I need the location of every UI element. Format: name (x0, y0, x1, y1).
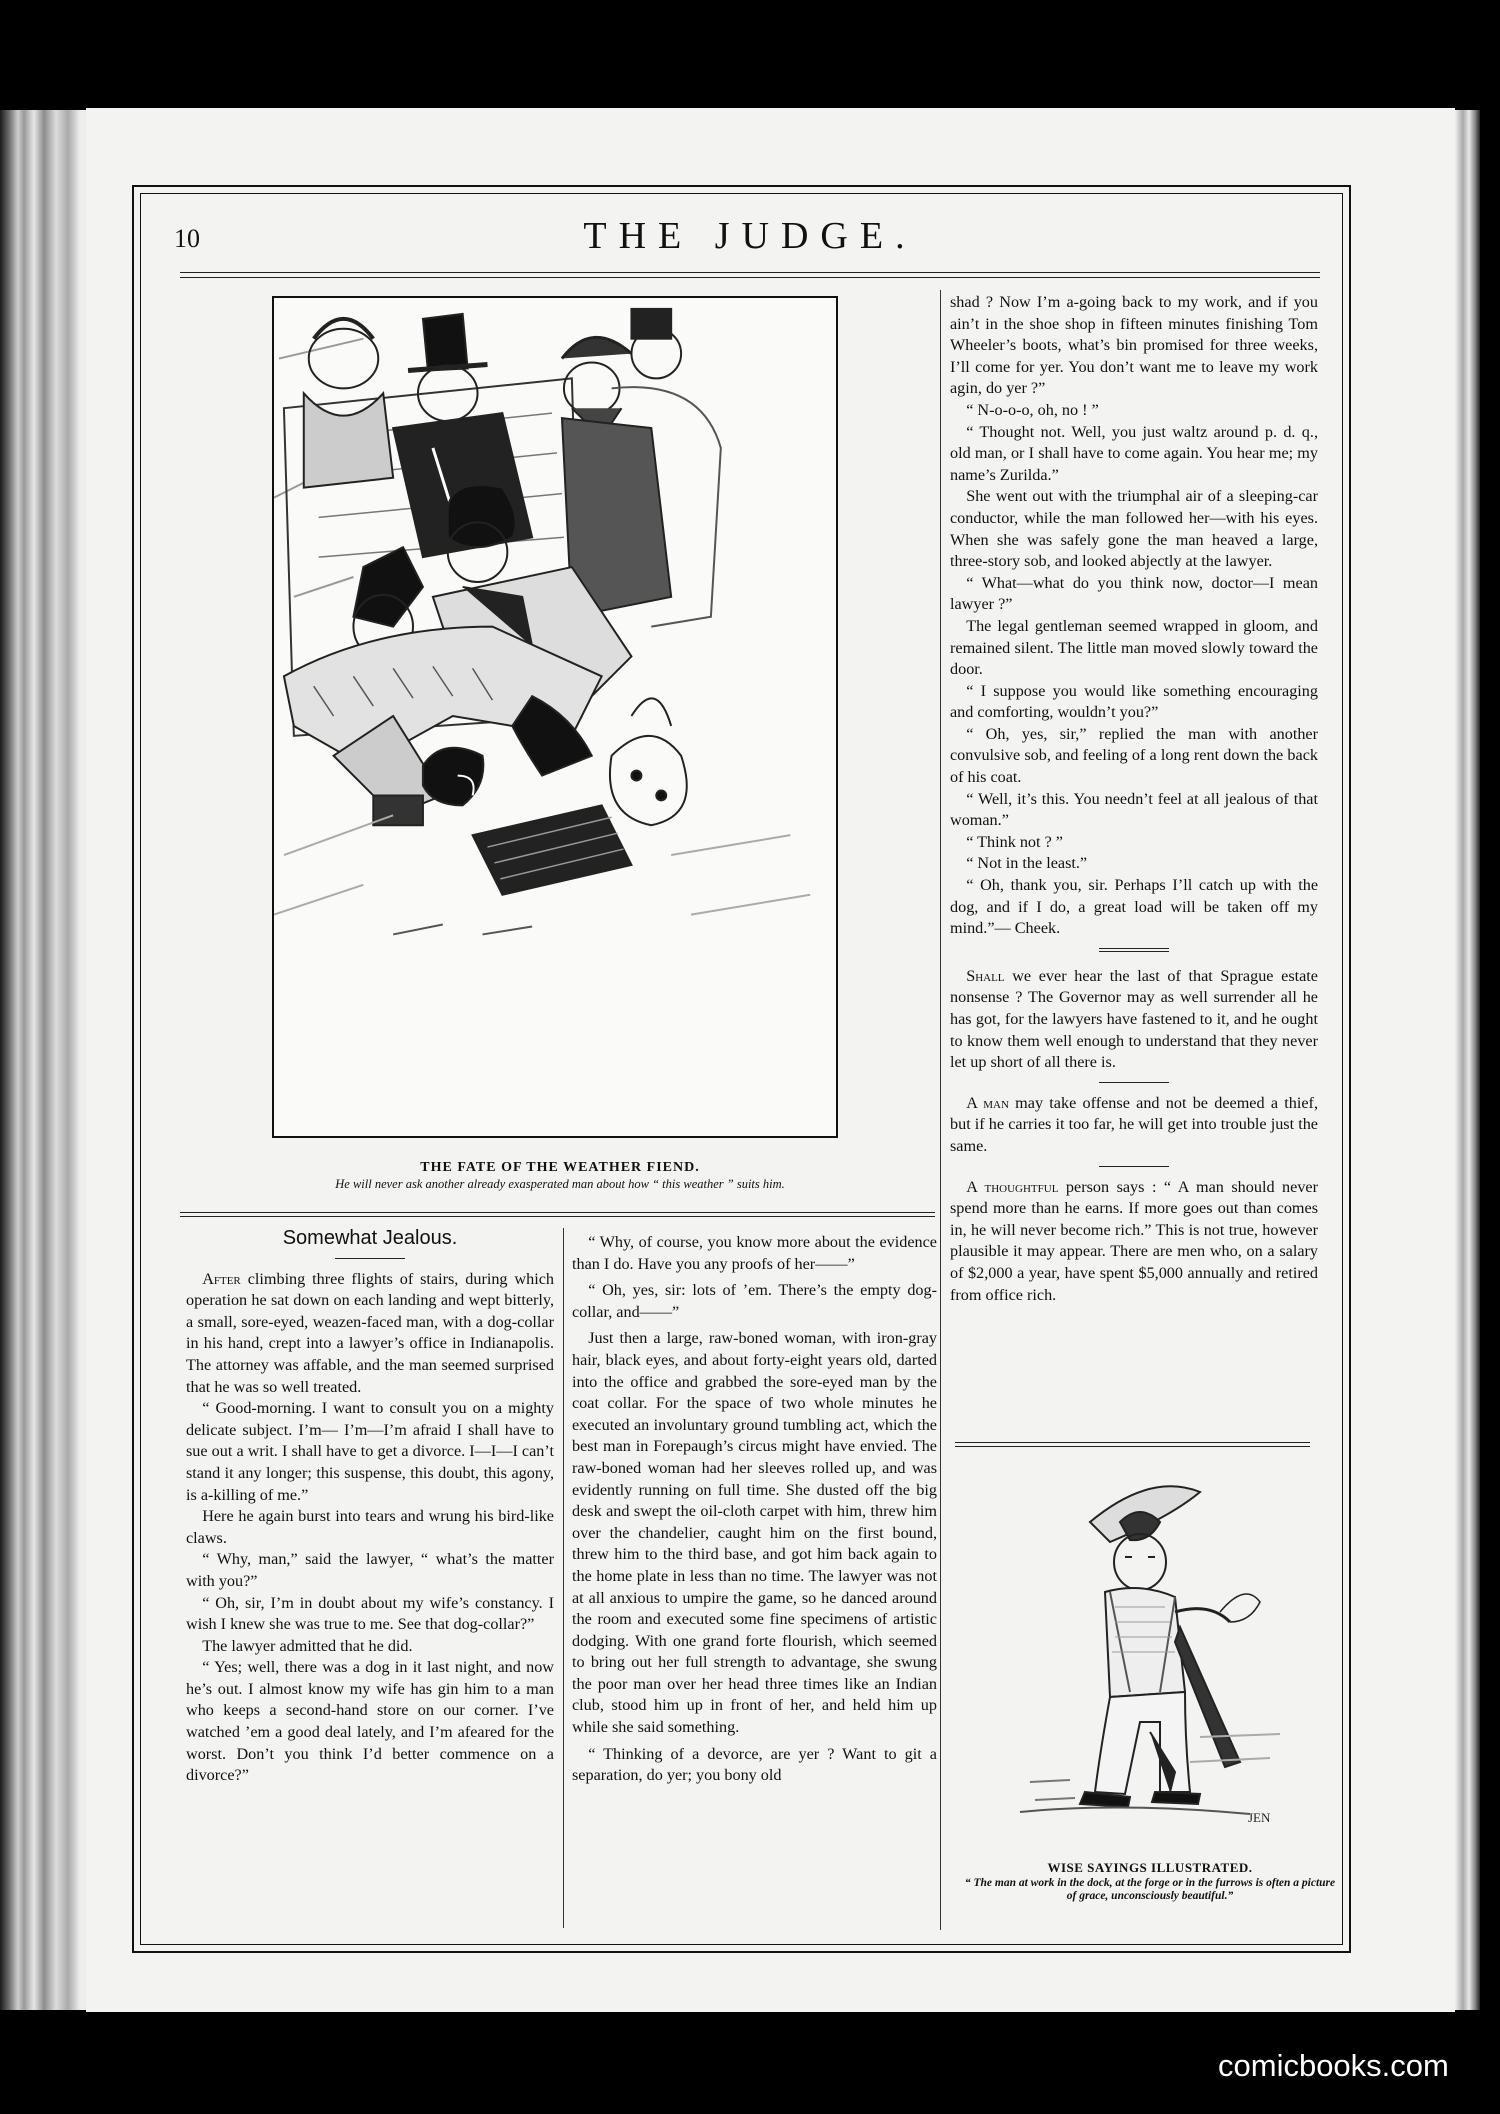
story-paragraph: Just then a large, raw-boned woman, with iron-gray hair, black eyes, and about forty-eight years old, darted into the office and grabbed the sore-eyed man by the coat collar. For the space of two whole minutes he executed an involuntary ground tumbling act, which the best man in Forepaugh’s circus might have envied. The raw-boned woman had her sleeves rolled up, and was evidently running on full time. She dusted off the big desk and swept the oil-cloth carpet with him, threw him over the chandelier, caught him on the first bound, threw him to the third base, and got him back again to the home plate in less than no time. The lawyer was not at all anxious to umpire the game, so he danced around the room and executed some fine specimens of artistic dodging. With one grand forte flourish, which seemed to bring out her full strength to advantage, she swung the poor man over her head three times like an Indian club, stood him up in front of her, and held him up while she said something. (572, 1329, 937, 1737)
story-lead-word: After (202, 1269, 241, 1288)
artist-signature: JEN (1248, 1810, 1271, 1825)
story-paragraph: Here he again burst into tears and wrung his bird-like claws. (186, 1507, 554, 1547)
item-paragraph (950, 1093, 1318, 1158)
wise-sayings-text: “ The man at work in the dock, at the forge or in the furrows is often a picture of grace, unconsciously beautiful.” (964, 1877, 1336, 1902)
story-paragraph: “ Oh, yes, sir: lots of ’em. There’s the empty dog-collar, and——” (572, 1281, 937, 1321)
boy-with-umbrella-drawing (1000, 1462, 1300, 1857)
story-paragraph: “ Yes; well, there was a dog in it last night, and now he’s out. I almost know my wife has gin him to a man who keeps a second-hand store on our corner. I’ve watched ’em a good deal lately, and I’m afeared for the worst. Don’t you think I’d better commence on a divorce?” (186, 1658, 554, 1785)
header-rule-lower (180, 277, 1320, 278)
story-end-rule (1099, 948, 1169, 952)
weather-fiend-illustration (272, 296, 838, 1138)
item-text: we ever hear the last of that Sprague estate nonsense ? The Governor may as well surrender all he has got, for the lawyers have fastened to it, and he ought to know them well enough to understand that they never let up short of all there is. (950, 966, 1318, 1072)
story-title: Somewhat Jealous. (282, 1227, 458, 1249)
title-rule (335, 1258, 405, 1259)
story-paragraph: “ Thinking of a devorce, are yer ? Want to git a separation, do yer; you bony old (572, 1744, 937, 1785)
page-number: 10 (174, 224, 200, 253)
item-rule (1099, 1082, 1169, 1083)
illustration-caption-text: He will never ask another already exasperated man about how “ this weather ” suits him. (335, 1177, 785, 1191)
story-paragraph: “ Why, of course, you know more about the evidence than I do. Have you any proofs of her——” (572, 1233, 937, 1273)
wise-sayings-rule-lower (955, 1446, 1310, 1447)
story-paragraph: The legal gentleman seemed wrapped in gloom, and remained silent. The little man moved slowly toward the door. (950, 616, 1318, 679)
story-paragraph: “ What—what do you think now, doctor—I mean lawyer ?” (950, 573, 1318, 614)
story-paragraph: “ Oh, yes, sir,” replied the man with another convulsive sob, and feeling of a long rent down the back of his coat. (950, 724, 1318, 787)
item-lead-word: Shall (966, 966, 1005, 985)
story-paragraph: “ Why, man,” said the lawyer, “ what’s the matter with you?” (186, 1550, 554, 1590)
story-paragraph: “ Oh, thank you, sir. Perhaps I’ll catch up with the dog, and if I do, a great load will be taken off my mind.”— Cheek. (950, 876, 1318, 938)
story-paragraph: “ Oh, sir, I’m in doubt about my wife’s constancy. I wish I knew she was true to me. See that dog-collar?” (186, 1593, 554, 1634)
item-paragraph (950, 1177, 1318, 1307)
story-paragraph: “ Good-morning. I want to consult you on a mighty delicate subject. I’m— I’m—I’m afraid I shall have to sue out a writ. I shall have to get a divorce. I—I—I can’t stand it any longer; this suspense, this doubt, this agony, is a-killing of me.” (186, 1399, 554, 1504)
story-paragraph: “ Thought not. Well, you just waltz around p. d. q., old man, or I shall have to come again. You hear me; my name’s Zurilda.” (950, 422, 1318, 484)
column-divider (563, 1228, 564, 1928)
section-rule-lower (180, 1216, 935, 1217)
item-lead-word: A thoughtful (966, 1177, 1059, 1196)
story-paragraph: The lawyer admitted that he did. (202, 1636, 413, 1655)
item-text: person says : “ A man should never spend more than he earns. If more goes out than comes in, he will never become rich.” This is not true, however plausible it may appear. There are men who, on a salary of $2,000 a year, have spent $5,000 annually and retired from office rich. (950, 1177, 1318, 1304)
wise-sayings-rule (955, 1442, 1310, 1443)
story-paragraph: “ N-o-o-o, oh, no ! ” (966, 400, 1099, 419)
section-rule (180, 1212, 935, 1213)
page-right-edge (1455, 110, 1480, 2010)
watermark-text: comicbooks.com (1218, 2048, 1449, 2083)
wise-sayings-title: WISE SAYINGS ILLUSTRATED. (1047, 1860, 1253, 1875)
story-paragraph: “ I suppose you would like something encouraging and comforting, wouldn’t you?” (950, 681, 1318, 722)
story-paragraph: shad ? Now I’m a-going back to my work, and if you ain’t in the shoe shop in fifteen minutes finishing Tom Wheeler’s boots, what’s bin promised for three weeks, I’ll come for yer. You don’t want me to leave my work agin, do yer ?” (950, 293, 1318, 398)
story-paragraph: “ Think not ? ” (966, 832, 1063, 851)
item-lead-word: A man (966, 1093, 1009, 1112)
story-paragraph-text: climbing three flights of stairs, during which operation he sat down on each landing and wept bitterly, a small, sore-eyed, weazen-faced man, with a dog-collar in his hand, crept into a lawyer’s office in Indianapolis. The attorney was affable, and the man seemed surprised that he was so well treated. (186, 1269, 554, 1396)
story-paragraph: “ Not in the least.” (966, 854, 1088, 873)
masthead-title: THE JUDGE. (583, 215, 917, 257)
story-column-right (950, 292, 1318, 1306)
weather-fiend-drawing (274, 298, 836, 1136)
book-binding-edge (0, 110, 86, 2010)
story-paragraph: She went out with the triumphal air of a sleeping-car conductor, while the man followed her—with his eyes. When she was safely gone the man heaved a large, three-story sob, and looked abjectly at the lawyer. (950, 487, 1318, 571)
header-rule (180, 272, 1320, 273)
item-paragraph (950, 966, 1318, 1074)
story-column-left (186, 1228, 554, 1787)
illustration-caption-title: THE FATE OF THE WEATHER FIEND. (420, 1160, 700, 1175)
story-paragraph (186, 1269, 554, 1399)
column-divider (940, 290, 941, 1930)
item-text: may take offense and not be deemed a thief, but if he carries it too far, he will get into trouble just the same. (950, 1093, 1318, 1155)
item-rule (1099, 1166, 1169, 1167)
story-column-middle (572, 1232, 937, 1787)
story-paragraph: “ Well, it’s this. You needn’t feel at all jealous of that woman.” (950, 789, 1318, 830)
wise-sayings-illustration (1000, 1462, 1300, 1857)
